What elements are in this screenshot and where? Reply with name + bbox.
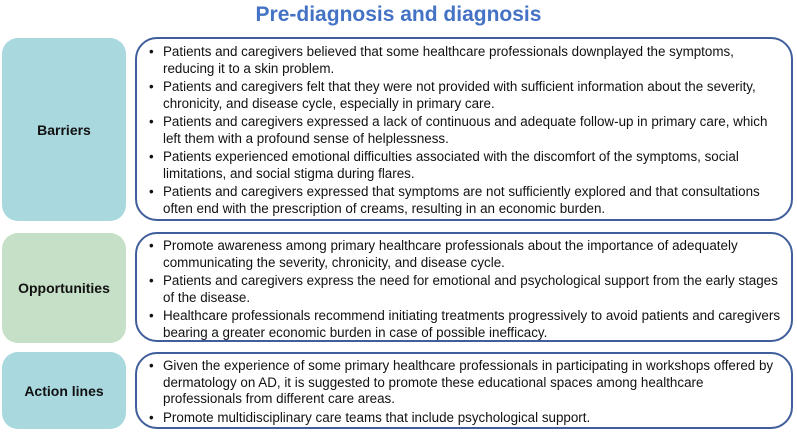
barriers-label	[2, 38, 126, 221]
bullet-glyph: •	[149, 238, 154, 253]
opportunities-item	[146, 273, 781, 306]
barriers-item-text: Patients and caregivers believed that some healthcare professionals downplayed the symptoms, reducing it to a skin problem.	[163, 44, 734, 76]
bullet-glyph: •	[149, 307, 154, 323]
action-lines-item-text: Given the experience of some primary healthcare professionals in participating in workshops offered by dermatology on AD, it is suggested to promote these educational spaces among healthcare professionals from different care areas.	[163, 358, 774, 407]
barriers-item-text: Patients and caregivers expressed that symptoms are not sufficiently explored and that consultations often end with the prescription of creams, resulting in an economic burden.	[163, 183, 760, 216]
opportunities-label	[2, 233, 126, 343]
barriers-list	[146, 44, 781, 217]
opportunities-label-text: Opportunities	[18, 280, 110, 296]
barriers-label-text: Barriers	[37, 121, 91, 138]
action-lines-list	[146, 358, 781, 426]
opportunities-item-text: Healthcare professionals recommend initiating treatments progressively to avoid patients and caregivers bearing a greater economic burden in case of possible inefficacy.	[163, 307, 781, 340]
barriers-item	[146, 184, 781, 217]
action-lines-item	[146, 358, 781, 408]
opportunities-item	[146, 308, 781, 341]
bullet-glyph: •	[149, 44, 154, 59]
opportunities-item	[146, 238, 781, 271]
bullet-glyph: •	[149, 183, 154, 199]
barriers-box	[135, 37, 793, 221]
barriers-item-text: Patients and caregivers felt that they were not provided with sufficient information about the severity, chronicity, and disease cycle, especially in primary care.	[163, 78, 756, 111]
barriers-item	[146, 44, 781, 77]
barriers-item	[146, 114, 781, 147]
action-lines-label	[2, 352, 126, 429]
action-lines-item-text: Promote multidisciplinary care teams that include psychological support.	[163, 409, 591, 425]
barriers-item	[146, 149, 781, 182]
action-lines-item	[146, 410, 781, 427]
bullet-glyph: •	[149, 409, 154, 425]
diagram-title: Pre-diagnosis and diagnosis	[255, 3, 542, 26]
bullet-glyph: •	[149, 113, 154, 129]
opportunities-item-text: Patients and caregivers express the need for emotional and psychological support from the early stages of the disease.	[163, 272, 778, 305]
barriers-item-text: Patients and caregivers expressed a lack of continuous and adequate follow-up in primary care, which left them with a profound sense of helplessness.	[163, 113, 768, 146]
barriers-item	[146, 79, 781, 112]
action-lines-label-text: Action lines	[24, 382, 104, 399]
barriers-item-text: Patients experienced emotional difficulties associated with the discomfort of the symptoms, social limitations, and social stigma during flares.	[163, 148, 739, 181]
opportunities-item-text: Promote awareness among primary healthcare professionals about the importance of adequately communicating the severity, chronicity, and disease cycle.	[163, 238, 738, 270]
action-lines-box	[135, 352, 793, 429]
bullet-glyph: •	[149, 272, 154, 288]
bullet-glyph: •	[149, 358, 154, 373]
bullet-glyph: •	[149, 78, 154, 94]
opportunities-list	[146, 238, 781, 341]
opportunities-box	[135, 232, 793, 342]
bullet-glyph: •	[149, 148, 154, 164]
